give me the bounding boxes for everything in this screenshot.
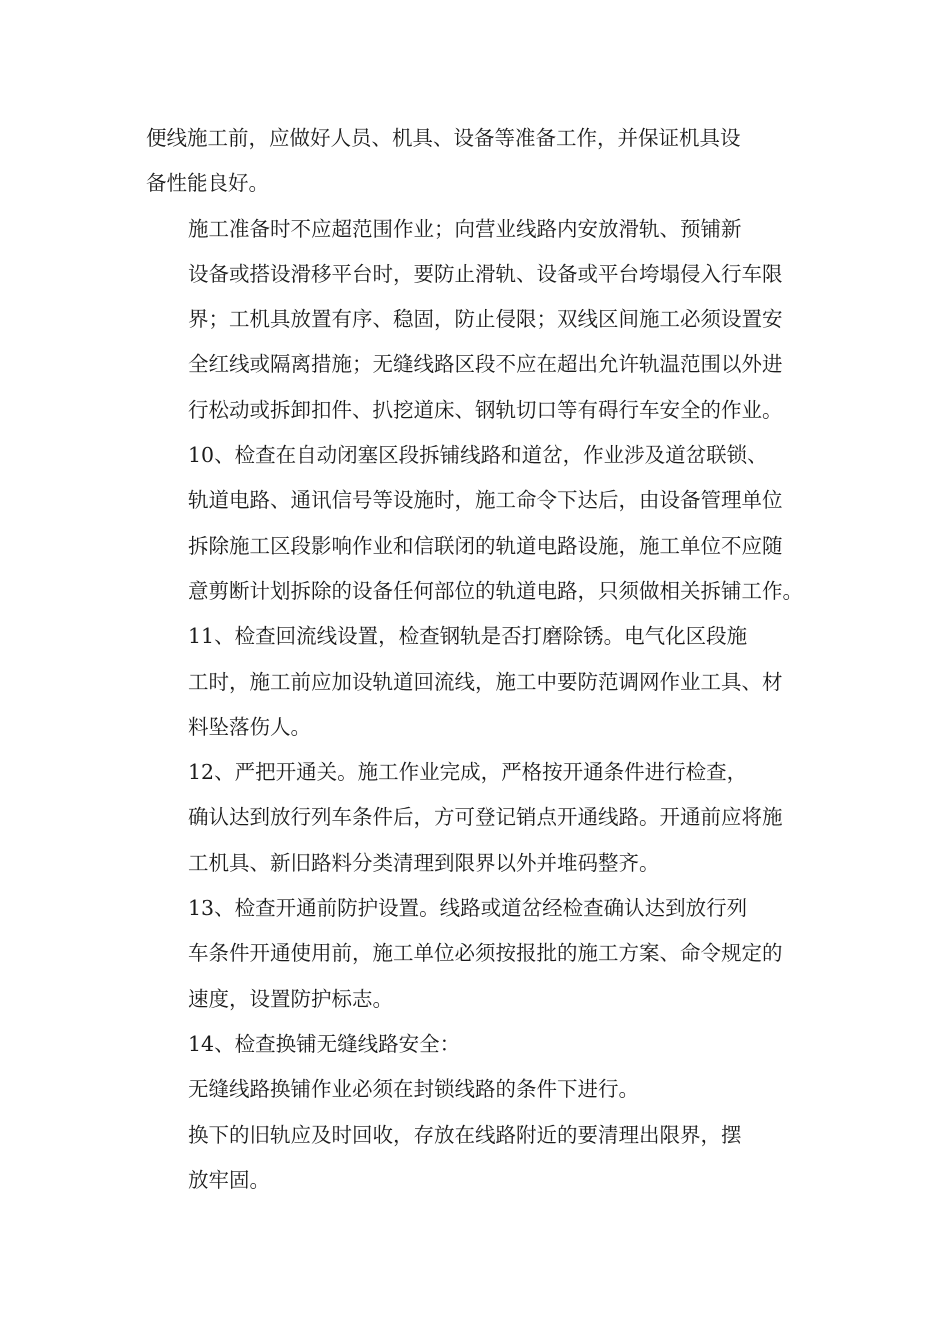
paragraph-line: 无缝线路换铺作业必须在封锁线路的条件下进行。 xyxy=(188,1077,639,1102)
paragraph-line: 确认达到放行列车条件后，方可登记销点开通线路。开通前应将施 xyxy=(188,805,783,830)
document-paragraph xyxy=(146,433,818,614)
paragraph-line: 放牢固。 xyxy=(188,1167,270,1192)
paragraph-line: 12、严把开通关。施工作业完成，严格按开通条件进行检查， xyxy=(188,760,748,785)
paragraph-line: 行松动或拆卸扣件、扒挖道床、钢轨切口等有碍行车安全的作业。 xyxy=(188,397,783,422)
document-paragraph xyxy=(146,1113,818,1204)
paragraph-line: 界；工机具放置有序、稳固，防止侵限；双线区间施工必须设置安 xyxy=(188,307,783,332)
paragraph-line: 拆除施工区段影响作业和信联闭的轨道电路设施，施工单位不应随 xyxy=(188,533,783,558)
paragraph-line: 11、检查回流线设置，检查钢轨是否打磨除锈。电气化区段施 xyxy=(188,624,748,649)
paragraph-line: 设备或搭设滑移平台时，要防止滑轨、设备或平台垮塌侵入行车限 xyxy=(188,261,783,286)
document-paragraph xyxy=(146,1022,818,1067)
paragraph-line: 施工准备时不应超范围作业；向营业线路内安放滑轨、预铺新 xyxy=(188,216,742,241)
paragraph-line: 料坠落伤人。 xyxy=(188,714,311,739)
paragraph-line: 14、检查换铺无缝线路安全： xyxy=(188,1031,461,1056)
document-paragraph xyxy=(146,207,818,433)
paragraph-line: 全红线或隔离措施；无缝线路区段不应在超出允许轨温范围以外进 xyxy=(188,352,783,377)
paragraph-line: 便线施工前，应做好人员、机具、设备等准备工作，并保证机具设 xyxy=(146,126,741,150)
paragraph-line: 换下的旧轨应及时回收，存放在线路附近的要清理出限界，摆 xyxy=(188,1122,742,1147)
paragraph-line: 车条件开通使用前，施工单位必须按报批的施工方案、命令规定的 xyxy=(188,941,783,966)
document-paragraph xyxy=(146,116,818,207)
paragraph-line: 工机具、新旧路料分类清理到限界以外并堆码整齐。 xyxy=(188,850,660,875)
document-paragraph xyxy=(146,1067,818,1112)
document-body xyxy=(146,116,818,1203)
paragraph-line: 工时，施工前应加设轨道回流线，施工中要防范调网作业工具、材 xyxy=(188,669,783,694)
document-paragraph xyxy=(146,886,818,1022)
paragraph-line: 10、检查在自动闭塞区段拆铺线路和道岔，作业涉及道岔联锁、 xyxy=(188,443,768,468)
paragraph-line: 13、检查开通前防护设置。线路或道岔经检查确认达到放行列 xyxy=(188,896,748,921)
paragraph-line: 意剪断计划拆除的设备任何部位的轨道电路，只须做相关拆铺工作。 xyxy=(188,578,803,603)
document-paragraph xyxy=(146,614,818,750)
document-paragraph xyxy=(146,750,818,886)
paragraph-line: 备性能良好。 xyxy=(146,171,269,196)
paragraph-line: 速度，设置防护标志。 xyxy=(188,986,393,1011)
paragraph-line: 轨道电路、通讯信号等设施时，施工命令下达后，由设备管理单位 xyxy=(188,488,783,513)
